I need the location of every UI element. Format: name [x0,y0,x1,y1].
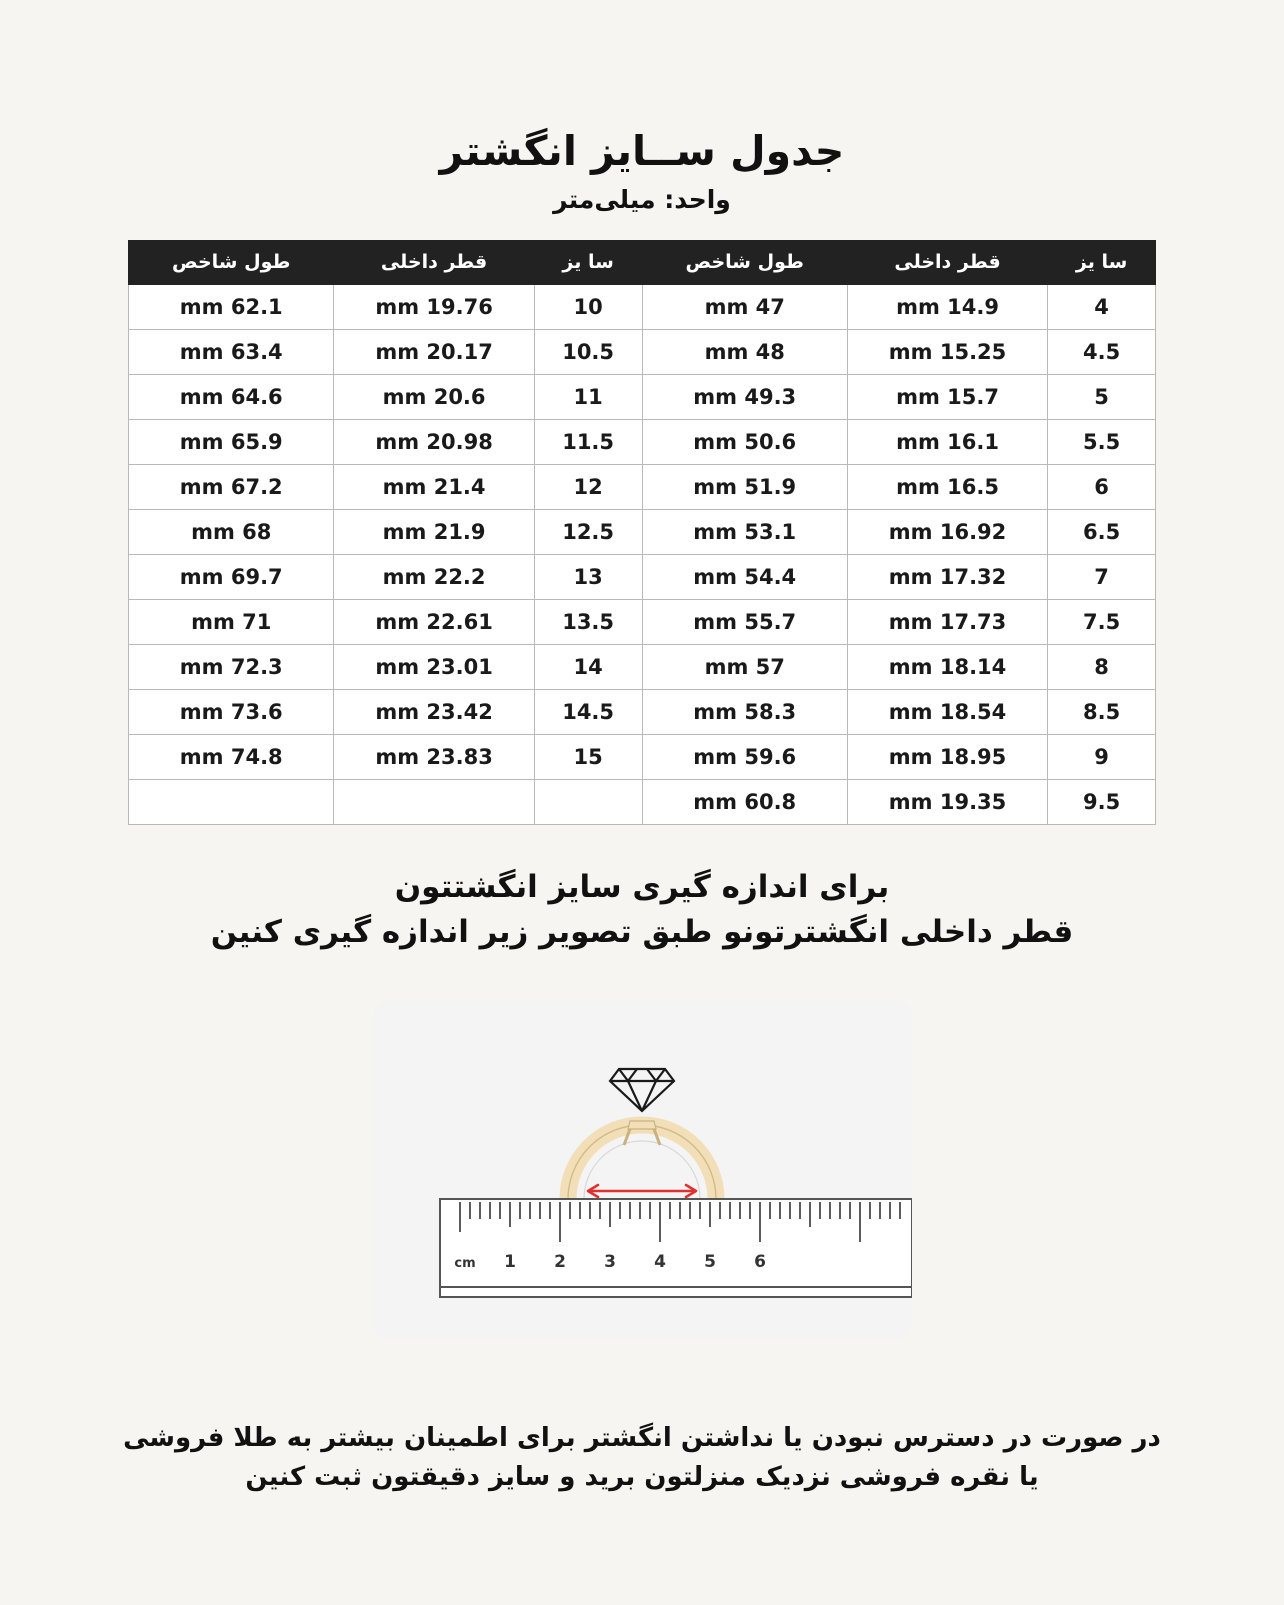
table-row [129,510,1156,555]
cell-length-left: 48 mm [642,330,847,375]
cell-size-left: 6 [1048,465,1156,510]
illustration-svg [372,999,912,1339]
cell-diameter-right: 21.9 mm [334,510,534,555]
cell-length-left: 50.6 mm [642,420,847,465]
ruler-icon [440,1199,912,1297]
cell-size-left: 5.5 [1048,420,1156,465]
cell-diameter-right: 22.2 mm [334,555,534,600]
cell-diameter-right: 22.61 mm [334,600,534,645]
cell-length-right: 63.4 mm [129,330,334,375]
cell-length-left: 57 mm [642,645,847,690]
measuring-instructions [0,865,1284,955]
unit-label: واحد: میلی‌متر [553,185,731,215]
cell-size-left: 8.5 [1048,690,1156,735]
cell-size-right: 10 [534,285,642,330]
cell-diameter-right: 19.76 mm [334,285,534,330]
cell-size-left: 9.5 [1048,780,1156,825]
cell-length-left: 58.3 mm [642,690,847,735]
cell-size-right: 11 [534,375,642,420]
cell-diameter-right: 23.42 mm [334,690,534,735]
cell-size-left: 5 [1048,375,1156,420]
cell-length-right: 62.1 mm [129,285,334,330]
cell-size-right: 13.5 [534,600,642,645]
cell-length-left: 55.7 mm [642,600,847,645]
cell-length-right: 73.6 mm [129,690,334,735]
cell-diameter-right: 20.6 mm [334,375,534,420]
cell-length-right: 64.6 mm [129,375,334,420]
cell-diameter-right: 23.83 mm [334,735,534,780]
table-row [129,690,1156,735]
cell-size-left: 7 [1048,555,1156,600]
ruler-number-4: 4 [654,1252,666,1273]
inner-diameter-arrow [588,1185,696,1197]
cell-length-left: 59.6 mm [642,735,847,780]
ring-size-table [128,240,1156,825]
table-row [129,735,1156,780]
ruler-number-5: 5 [704,1252,716,1273]
cell-size-right: 11.5 [534,420,642,465]
cell-length-left: 54.4 mm [642,555,847,600]
cell-empty [334,780,534,825]
cell-empty [129,780,334,825]
ring-band-icon [568,1121,716,1199]
cell-diameter-left: 15.7 mm [847,375,1047,420]
header-length-right: طول شاخص [129,241,334,285]
cell-length-left: 51.9 mm [642,465,847,510]
cell-size-left: 4 [1048,285,1156,330]
cell-diameter-left: 16.1 mm [847,420,1047,465]
cell-length-left: 47 mm [642,285,847,330]
ring-measure-illustration [372,999,912,1339]
cell-size-left: 7.5 [1048,600,1156,645]
cell-size-right: 10.5 [534,330,642,375]
cell-size-right: 14.5 [534,690,642,735]
header-size-right: سا یز [534,241,642,285]
cell-diameter-left: 18.95 mm [847,735,1047,780]
header-size-left: سا یز [1048,241,1156,285]
table-header-row [129,241,1156,285]
cell-diameter-left: 15.25 mm [847,330,1047,375]
cell-diameter-right: 23.01 mm [334,645,534,690]
cell-diameter-right: 21.4 mm [334,465,534,510]
table-row [129,555,1156,600]
ruler-number-1: 1 [504,1252,516,1273]
cell-size-right: 14 [534,645,642,690]
ruler-unit-label: cm [454,1256,476,1272]
cell-length-right: 69.7 mm [129,555,334,600]
cell-length-right: 72.3 mm [129,645,334,690]
cell-length-right: 67.2 mm [129,465,334,510]
cell-size-left: 4.5 [1048,330,1156,375]
page-title: جدول ســایز انگشتر [439,127,845,175]
header-length-left: طول شاخص [642,241,847,285]
ruler-number-2: 2 [554,1252,566,1273]
table-row [129,420,1156,465]
cell-diameter-right: 20.17 mm [334,330,534,375]
instruction-line-1: برای اندازه گیری سایز انگشتتون [394,869,890,906]
table-row [129,645,1156,690]
cell-size-right: 12.5 [534,510,642,555]
table-row [129,285,1156,330]
footer-line-1: در صورت در دسترس نبودن یا نداشتن انگشتر برای اطمینان بیشتر به طلا فروشی [123,1423,1161,1454]
cell-length-left: 60.8 mm [642,780,847,825]
cell-diameter-left: 14.9 mm [847,285,1047,330]
table-row [129,780,1156,825]
cell-diameter-left: 18.54 mm [847,690,1047,735]
footer-line-2: یا نقره فروشی نزدیک منزلتون برید و سایز دقیقتون ثبت کنین [245,1462,1039,1493]
table-row [129,465,1156,510]
cell-size-right: 13 [534,555,642,600]
cell-diameter-left: 16.5 mm [847,465,1047,510]
header-diameter-right: قطر داخلی [334,241,534,285]
cell-diameter-left: 17.32 mm [847,555,1047,600]
table-row [129,600,1156,645]
cell-size-left: 9 [1048,735,1156,780]
cell-length-right: 74.8 mm [129,735,334,780]
cell-length-right: 68 mm [129,510,334,555]
cell-length-right: 65.9 mm [129,420,334,465]
cell-diameter-left: 18.14 mm [847,645,1047,690]
cell-size-left: 6.5 [1048,510,1156,555]
diamond-icon [610,1069,674,1111]
table-row [129,330,1156,375]
cell-diameter-right: 20.98 mm [334,420,534,465]
ruler-number-6: 6 [754,1252,766,1273]
header-diameter-left: قطر داخلی [847,241,1047,285]
cell-length-left: 49.3 mm [642,375,847,420]
cell-length-left: 53.1 mm [642,510,847,555]
cell-diameter-left: 16.92 mm [847,510,1047,555]
cell-diameter-left: 17.73 mm [847,600,1047,645]
cell-empty [534,780,642,825]
cell-diameter-left: 19.35 mm [847,780,1047,825]
cell-size-left: 8 [1048,645,1156,690]
cell-length-right: 71 mm [129,600,334,645]
cell-size-right: 12 [534,465,642,510]
cell-size-right: 15 [534,735,642,780]
table-row [129,375,1156,420]
instruction-line-2: قطر داخلی انگشترتونو طبق تصویر زیر اندازه گیری کنین [210,914,1074,951]
ruler-number-3: 3 [604,1252,616,1273]
footer-note [0,1419,1284,1497]
size-table-container [128,240,1156,825]
